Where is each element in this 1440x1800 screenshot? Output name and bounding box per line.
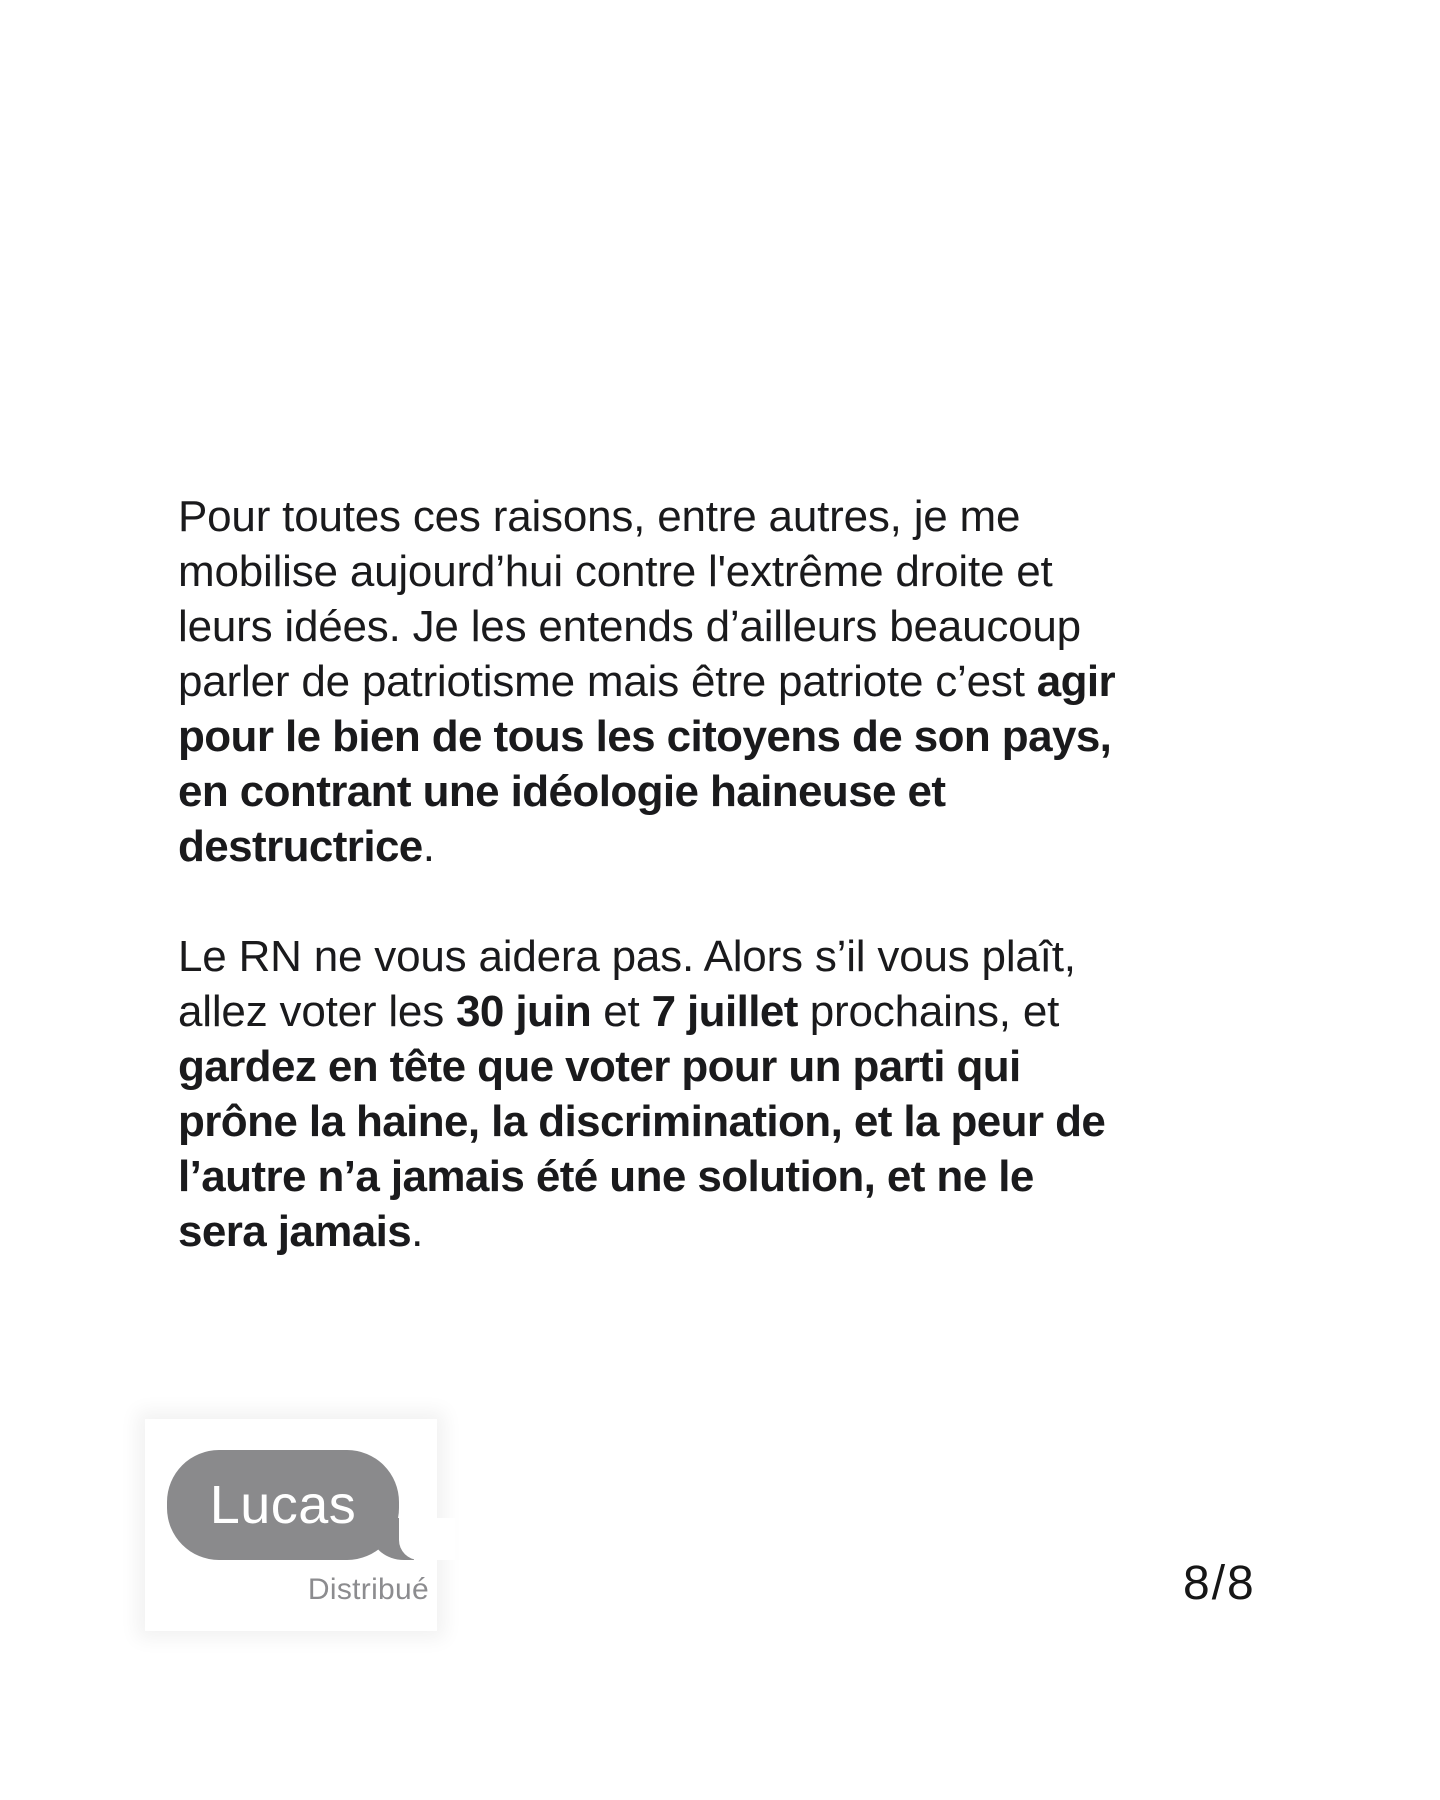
text-segment-bold: sera jamais — [178, 1207, 412, 1256]
text-segment: leurs idées. Je les entends d’ailleurs beaucoup — [178, 602, 1081, 651]
paragraph — [178, 489, 1115, 874]
text-segment: parler de patriotisme mais être patriote c’est — [178, 657, 1037, 706]
text-line — [178, 929, 1115, 984]
text-segment: prochains, et — [797, 987, 1060, 1036]
text-line — [178, 489, 1115, 544]
paragraph — [178, 929, 1115, 1259]
text-segment-bold: pour le bien de tous les citoyens de son pays, — [178, 712, 1112, 761]
text-segment-bold: l’autre n’a jamais été une solution, et ne le — [178, 1152, 1034, 1201]
text-segment: . — [411, 1207, 424, 1256]
text-line — [178, 1149, 1115, 1204]
text-line — [178, 1094, 1115, 1149]
text-segment: Le RN ne vous aidera pas. Alors s’il vous plaît, — [178, 932, 1076, 981]
text-line — [178, 764, 1115, 819]
chat-bubble — [167, 1450, 399, 1560]
text-line — [178, 1204, 1115, 1259]
text-line — [178, 819, 1115, 874]
text-segment-bold: 30 juin — [456, 987, 592, 1036]
page-indicator: 8/8 — [1183, 1557, 1256, 1610]
text-segment: mobilise aujourd’hui contre l'extrême droite et — [178, 547, 1053, 596]
text-segment-bold: destructrice — [178, 822, 423, 871]
text-line — [178, 1039, 1115, 1094]
text-segment-bold: agir — [1036, 657, 1116, 706]
text-line — [178, 599, 1115, 654]
text-segment: allez voter les — [178, 987, 457, 1036]
text-line — [178, 654, 1115, 709]
sender-name: Lucas — [209, 1475, 357, 1535]
text-segment: . — [422, 822, 435, 871]
article-text — [178, 489, 1115, 1259]
text-line — [178, 544, 1115, 599]
text-segment-bold: 7 juillet — [651, 987, 798, 1036]
screenshot-paste-region — [145, 1419, 437, 1631]
text-line — [178, 709, 1115, 764]
text-segment-bold: en contrant une idéologie haineuse et — [178, 767, 946, 816]
delivery-status: Distribué — [307, 1573, 429, 1606]
text-segment-bold: gardez en tête que voter pour un parti qui — [178, 1042, 1021, 1091]
text-segment: et — [591, 987, 652, 1036]
text-line — [178, 984, 1115, 1039]
text-segment: Pour toutes ces raisons, entre autres, je me — [178, 492, 1021, 541]
text-segment-bold: prône la haine, la discrimination, et la peur de — [178, 1097, 1106, 1146]
